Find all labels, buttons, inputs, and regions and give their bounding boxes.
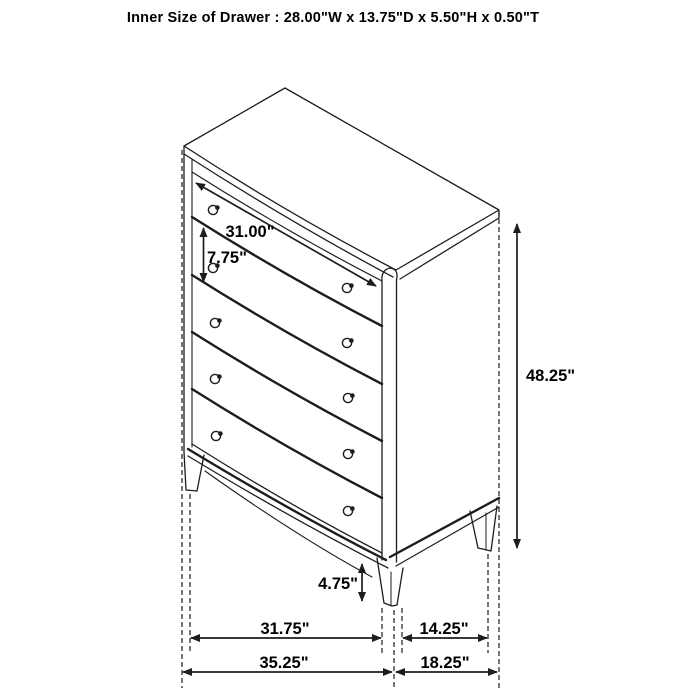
- dim-label-drawer-width: 31.00": [225, 223, 275, 241]
- dim-label-overall-height: 48.25": [526, 367, 576, 385]
- front-center-leg: [377, 558, 403, 606]
- drawer-separator-2: [192, 275, 382, 384]
- drawer-separator-1: [192, 217, 382, 326]
- base-rail-front-bottom: [188, 456, 388, 568]
- dim-label-side-depth: 14.25": [419, 620, 469, 638]
- dim-label-leg-height: 4.75": [318, 575, 358, 593]
- drawer1-knob-right: [342, 283, 353, 292]
- dim-label-overall-width: 35.25": [259, 654, 309, 672]
- base-rail-side-bottom: [396, 507, 499, 566]
- drawer5-bottom-edge: [192, 444, 382, 553]
- drawer5-knob-left: [211, 431, 222, 440]
- dim-label-front-width: 31.75": [260, 620, 310, 638]
- diagram-title: Inner Size of Drawer : 28.00"W x 13.75"D x 5.50"H x 0.50"T: [126, 10, 540, 26]
- top-slab-side-edge: [400, 211, 499, 279]
- dim-label-drawer-height: 7.75": [207, 249, 247, 267]
- drawer1-knob-left: [208, 205, 219, 214]
- drawer4-knob-right: [343, 449, 354, 458]
- dim-label-overall-depth: 18.25": [420, 654, 470, 672]
- chest-drawing: [184, 88, 499, 606]
- drawer2-knob-right: [342, 338, 353, 347]
- drawer3-knob-left: [210, 318, 221, 327]
- base-rail-side-top: [390, 498, 499, 557]
- apron-bottom-edge: [205, 471, 372, 577]
- drawer-separator-3: [192, 332, 382, 441]
- drawer3-knob-right: [343, 393, 354, 402]
- dim-arrow-drawer-width: [196, 183, 376, 286]
- base-rail-front-top: [188, 449, 386, 560]
- drawer5-knob-right: [343, 506, 354, 515]
- drawer4-knob-left: [210, 374, 221, 383]
